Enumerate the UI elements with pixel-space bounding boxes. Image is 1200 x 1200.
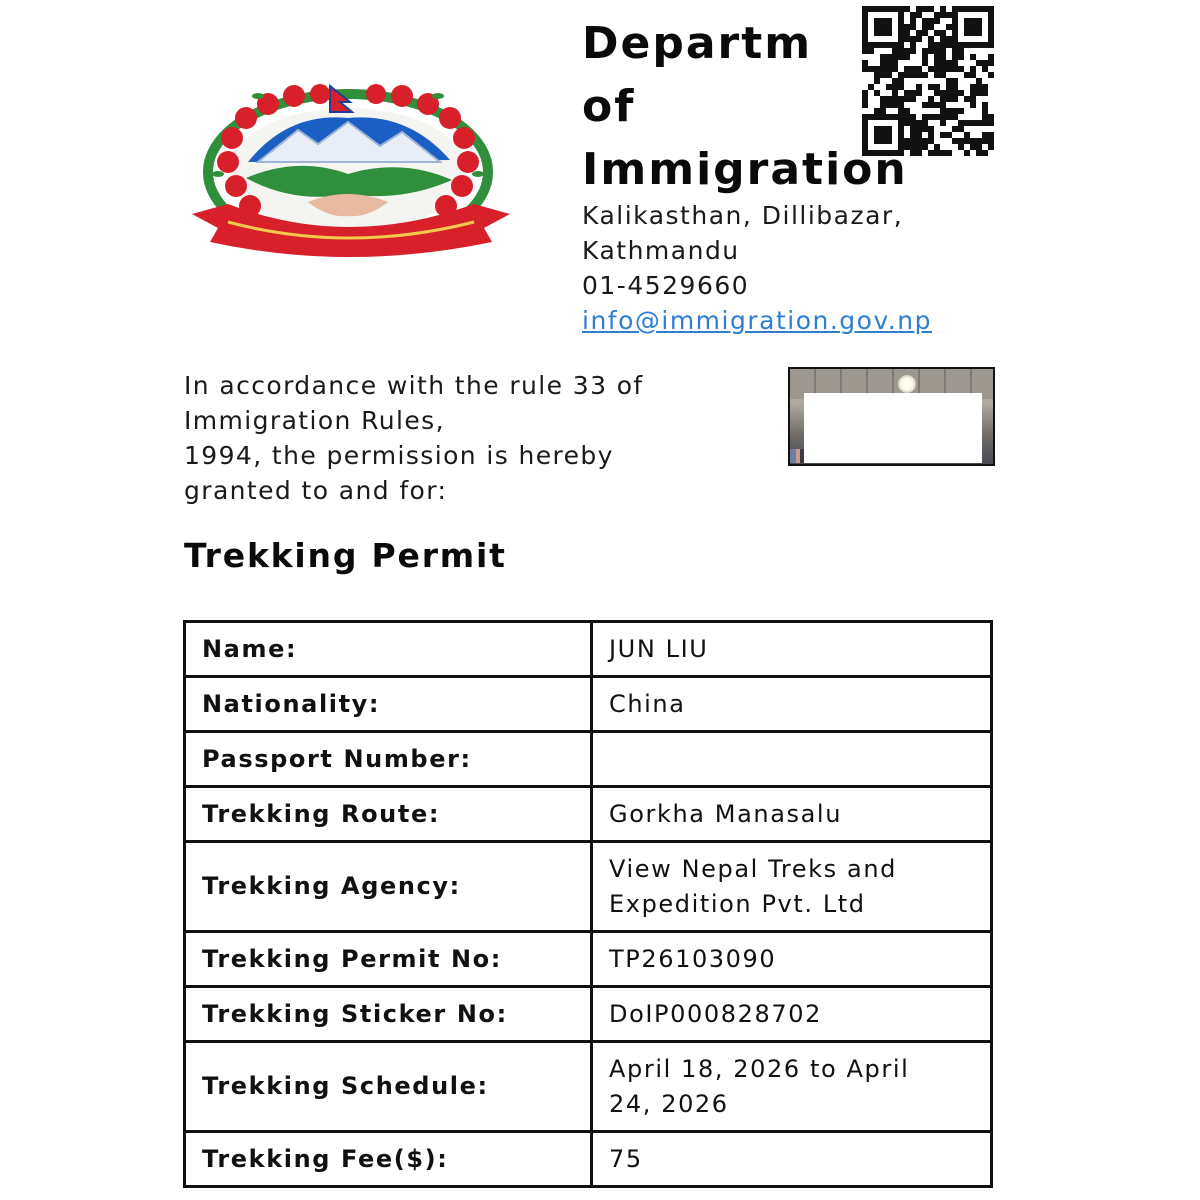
statement-line: In accordance with the rule 33 of [184, 371, 644, 400]
table-row [185, 1132, 992, 1187]
table-row [185, 732, 992, 787]
row-value [592, 732, 992, 787]
row-value [592, 677, 992, 732]
table-row [185, 677, 992, 732]
row-label: Nationality: [185, 677, 592, 732]
nepal-coat-of-arms-icon [188, 82, 514, 260]
row-value [592, 1042, 992, 1132]
row-label: Trekking Schedule: [185, 1042, 592, 1132]
table-row [185, 622, 992, 677]
table-row [185, 987, 992, 1042]
row-value [592, 622, 992, 677]
row-label: Trekking Permit No: [185, 932, 592, 987]
row-label: Name: [185, 622, 592, 677]
permit-details-table [183, 620, 993, 1188]
passport-photo [788, 367, 995, 466]
table-row [185, 932, 992, 987]
row-value [592, 787, 992, 842]
value-line: Gorkha Manasalu [609, 799, 843, 828]
table-row [185, 1042, 992, 1132]
row-value [592, 1132, 992, 1187]
value-line: China [609, 689, 686, 718]
value-line: JUN LIU [609, 634, 709, 663]
row-label: Trekking Sticker No: [185, 987, 592, 1042]
photo-lamp [898, 375, 916, 393]
value-line: TP26103090 [609, 944, 777, 973]
row-label: Trekking Fee($): [185, 1132, 592, 1187]
photo-redaction [804, 393, 982, 463]
department-title [582, 12, 1002, 201]
department-title-line: Departm [582, 18, 813, 69]
department-contact [582, 198, 1002, 338]
permit-title: Trekking Permit [184, 536, 507, 575]
statement-line: granted to and for: [184, 476, 448, 505]
row-value [592, 987, 992, 1042]
department-title-line: of [582, 81, 636, 132]
phone-number: 01-4529660 [582, 271, 750, 300]
value-line: View Nepal Treks and [609, 854, 897, 883]
email-link[interactable]: info@immigration.gov.np [582, 306, 932, 335]
statement-line: Immigration Rules, [184, 406, 445, 435]
table-row [185, 787, 992, 842]
department-title-line: Immigration [582, 144, 908, 195]
permission-statement [184, 368, 764, 508]
address-line: Kalikasthan, Dillibazar, [582, 201, 904, 230]
table-row [185, 842, 992, 932]
value-line: Expedition Pvt. Ltd [609, 889, 866, 918]
statement-line: 1994, the permission is hereby [184, 441, 614, 470]
value-line: April 18, 2026 to April [609, 1054, 910, 1083]
row-value [592, 932, 992, 987]
value-line: 24, 2026 [609, 1089, 729, 1118]
row-label: Passport Number: [185, 732, 592, 787]
value-line: 75 [609, 1144, 643, 1173]
row-label: Trekking Route: [185, 787, 592, 842]
row-value [592, 842, 992, 932]
value-line: DoIP000828702 [609, 999, 822, 1028]
address-line: Kathmandu [582, 236, 740, 265]
row-label: Trekking Agency: [185, 842, 592, 932]
